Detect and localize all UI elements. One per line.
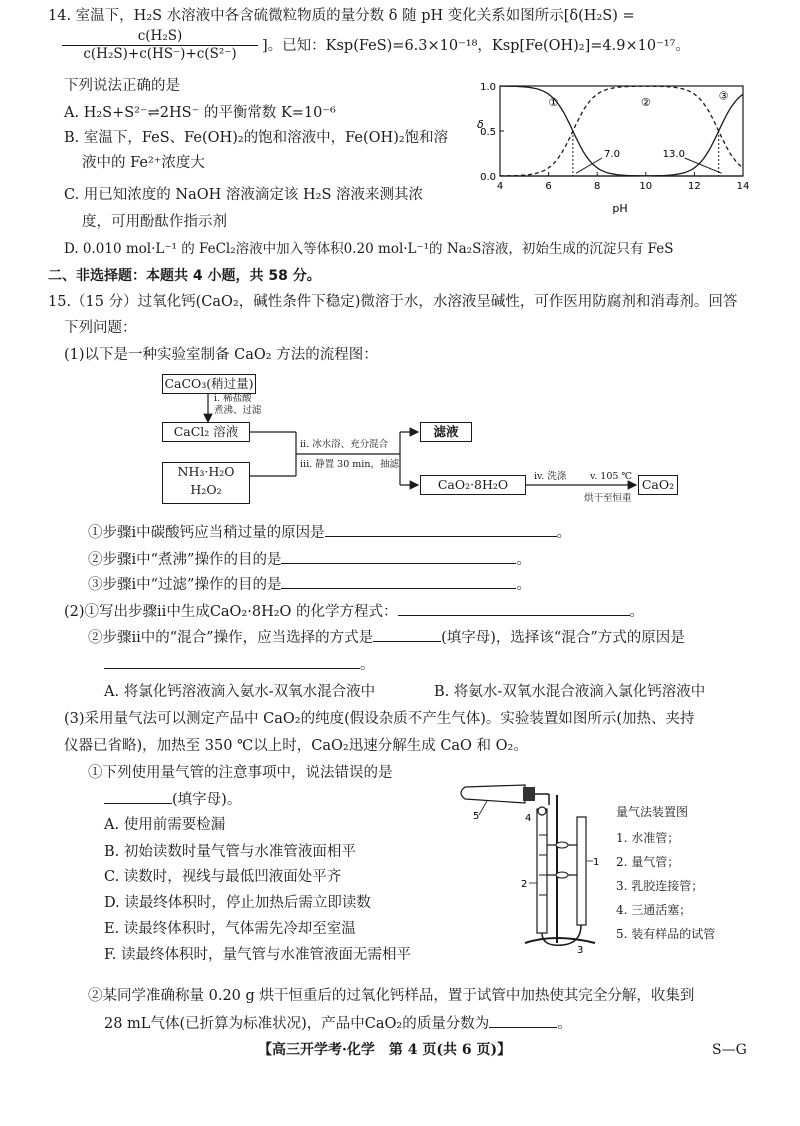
apparatus-num-1: 1 xyxy=(593,857,600,868)
x-tick-label: 8 xyxy=(594,181,601,192)
answer-blank[interactable] xyxy=(489,1013,557,1028)
series-label: ③ xyxy=(718,89,729,103)
series-line xyxy=(500,86,743,176)
plot-frame xyxy=(500,86,743,176)
flow-step3-label: iii. 静置 30 min，抽滤 xyxy=(300,459,399,470)
q14-option-c-line2: 度，可用酚酞作指示剂 xyxy=(82,214,227,230)
q14-fraction-numerator: c(H₂S) xyxy=(62,28,258,46)
apparatus-item-4: 4. 三通活塞； xyxy=(616,903,692,917)
q15-2-2-cont: 。 xyxy=(104,654,375,675)
q15-stem-line1: 15.（15 分）过氧化钙(CaO₂，碱性条件下稳定)微溶于水，水溶液呈碱性，可作医用防腐剂和消毒剂。回答 xyxy=(48,294,738,310)
q15-3-line1: (3)采用量气法可以测定产品中 CaO₂的纯度(假设杂质不产生气体)。实验装置如图所示(加热、夹持 xyxy=(64,711,695,727)
flow-box-cacl2: CaCl₂ 溶液 xyxy=(162,422,250,442)
apparatus-num-4: 4 xyxy=(525,813,532,824)
annotation-label: 13.0 xyxy=(662,149,685,160)
series-label: ② xyxy=(640,95,651,109)
q14-stem-line2: ]。已知：Ksp(FeS)=6.3×10⁻¹⁸，Ksp[Fe(OH)₂]=4.9×10⁻¹⁷。 xyxy=(262,38,690,54)
q14-option-d: D. 0.010 mol·L⁻¹ 的 FeCl₂溶液中加入等体积0.20 mol·L⁻¹的 Na₂S溶液，初始生成的沉淀只有 FeS xyxy=(64,241,674,257)
q15-2-1: (2)①写出步骤ⅱ中生成CaO₂·8H₂O 的化学方程式： 。 xyxy=(64,601,644,622)
answer-blank[interactable] xyxy=(281,549,516,564)
apparatus-num-2: 2 xyxy=(521,879,528,890)
q14-stem-line1: 14. 室温下，H₂S 水溶液中各含硫微粒物质的量分数 δ 随 pH 变化关系如图所示[δ(H₂S) = xyxy=(48,8,635,24)
apparatus-item-5: 5. 装有样品的试管 xyxy=(616,927,716,941)
apparatus-item-3: 3. 乳胶连接管； xyxy=(616,879,704,893)
q15-3-1b: (填字母)。 xyxy=(104,789,241,810)
q15-3-option-d: D. 读最终体积时，停止加热后需立即读数 xyxy=(104,895,371,911)
answer-blank[interactable] xyxy=(104,789,172,804)
apparatus-item-1: 1. 水准管； xyxy=(616,831,680,845)
apparatus-title: 量气法装置图 xyxy=(616,805,689,819)
q14-fraction-denominator: c(H₂S)+c(HS⁻)+c(S²⁻) xyxy=(83,46,237,62)
flow-box-cao2: CaO₂ xyxy=(638,475,678,495)
answer-blank[interactable] xyxy=(104,654,360,669)
q14-option-b-line1: B. 室温下，FeS、Fe(OH)₂的饱和溶液中，Fe(OH)₂饱和溶 xyxy=(64,130,449,146)
q14-prompt: 下列说法正确的是 xyxy=(64,78,180,94)
q15-3-2-line2: 28 mL气体(已折算为标准状况)，产品中CaO₂的质量分数为 。 xyxy=(104,1013,572,1034)
flow-step5-label: v. 105 ℃ xyxy=(590,471,633,482)
q15-1-3: ③步骤ⅰ中“过滤”操作的目的是 。 xyxy=(88,574,531,595)
x-tick-label: 4 xyxy=(496,181,504,192)
q14-option-b-line2: 液中的 Fe²⁺浓度大 xyxy=(82,155,205,171)
x-tick-label: 10 xyxy=(639,181,653,192)
q15-3-1: ①下列使用量气管的注意事项中，说法错误的是 xyxy=(88,765,393,781)
flow-step1-label: i. 稀盐酸 xyxy=(214,393,252,404)
x-tick-label: 12 xyxy=(688,181,701,192)
q15-3-2-line1: ②某同学准确称量 0.20 g 烘干恒重后的过氧化钙样品，置于试管中加热使其完全分解，收集到 xyxy=(88,988,695,1004)
sample-test-tube xyxy=(461,785,549,805)
footer-code: S—G xyxy=(712,1042,747,1058)
x-tick-label: 14 xyxy=(736,181,750,192)
speciation-chart xyxy=(455,74,760,214)
q14-option-a: A. H₂S+S²⁻⇌2HS⁻ 的平衡常数 K=10⁻⁶ xyxy=(64,105,336,121)
flow-h2o2: H₂O₂ xyxy=(190,482,222,497)
apparatus-diagram xyxy=(455,775,615,955)
flow-box-nh3-h2o2 xyxy=(162,462,250,504)
q15-stem-line2: 下列问题： xyxy=(64,320,137,336)
flow-nh3: NH₃·H₂O xyxy=(177,464,235,479)
footer-page-info: 【高三开学考·化学 第 4 页(共 6 页)】 xyxy=(258,1042,512,1058)
flow-box-caco3: CaCO₃(稍过量) xyxy=(162,374,256,394)
q15-2-2: ②步骤ⅱ中的“混合”操作，应当选择的方式是 (填字母)，选择该“混合”方式的原因是 xyxy=(88,627,685,648)
q14-fraction xyxy=(62,28,258,63)
three-way-stopcock xyxy=(538,807,546,815)
x-tick-label: 6 xyxy=(545,181,552,192)
q15-3-line2: 仪器已省略)，加热至 350 ℃以上时，CaO₂迅速分解生成 CaO 和 O₂。 xyxy=(64,738,528,754)
y-tick-label: 0.0 xyxy=(480,172,496,183)
flow-box-cao2-8h2o: CaO₂·8H₂O xyxy=(420,475,526,495)
q15-1-2: ②步骤ⅰ中“煮沸”操作的目的是 。 xyxy=(88,549,531,570)
apparatus-num-3: 3 xyxy=(577,945,584,955)
q15-3-option-a: A. 使用前需要检漏 xyxy=(104,817,226,833)
q15-1-1: ①步骤ⅰ中碳酸钙应当稍过量的原因是 。 xyxy=(88,522,571,543)
flow-step1b-label: 煮沸、过滤 xyxy=(214,405,262,416)
answer-blank[interactable] xyxy=(325,522,557,537)
flow-step5b-label: 烘干至恒重 xyxy=(584,493,632,504)
answer-blank[interactable] xyxy=(281,574,516,589)
q15-3-option-e: E. 读最终体积时，气体需先冷却至室温 xyxy=(104,921,356,937)
flow-step2-label: ii. 冰水浴、充分混合 xyxy=(300,439,389,450)
x-axis-label: pH xyxy=(612,202,628,214)
y-tick-label: 0.5 xyxy=(480,127,496,138)
series-line xyxy=(500,86,743,176)
flow-box-filtrate: 滤液 xyxy=(420,422,472,442)
annotation-label: 7.0 xyxy=(604,149,620,160)
q15-2-option-a: A. 将氯化钙溶液滴入氨水-双氧水混合液中 xyxy=(104,684,376,700)
answer-blank[interactable] xyxy=(373,627,441,642)
series-label: ① xyxy=(548,95,559,109)
q14-option-c-line1: C. 用已知浓度的 NaOH 溶液滴定该 H₂S 溶液来测其浓 xyxy=(64,187,423,203)
series-line xyxy=(500,94,743,176)
answer-blank[interactable] xyxy=(398,601,630,616)
flow-step4-label: iv. 洗涤 xyxy=(534,471,567,482)
q15-3-option-c: C. 读数时，视线与最低凹液面处平齐 xyxy=(104,869,342,885)
q15-3-option-f: F. 读最终体积时，量气管与水准管液面无需相平 xyxy=(104,947,412,963)
y-tick-label: 1.0 xyxy=(480,82,496,93)
section2-heading: 二、非选择题：本题共 4 小题，共 58 分。 xyxy=(48,268,321,284)
apparatus-num-5: 5 xyxy=(473,811,480,822)
apparatus-legend xyxy=(616,800,715,946)
q15-3-option-b: B. 初始读数时量气管与水准管液面相平 xyxy=(104,844,356,860)
q15-part1-title: (1)以下是一种实验室制备 CaO₂ 方法的流程图： xyxy=(64,347,378,363)
apparatus-item-2: 2. 量气管； xyxy=(616,855,680,869)
flow-chart xyxy=(150,370,690,510)
y-axis-label: δ xyxy=(477,118,484,131)
q15-2-option-b: B. 将氨水-双氧水混合液滴入氯化钙溶液中 xyxy=(434,684,706,700)
